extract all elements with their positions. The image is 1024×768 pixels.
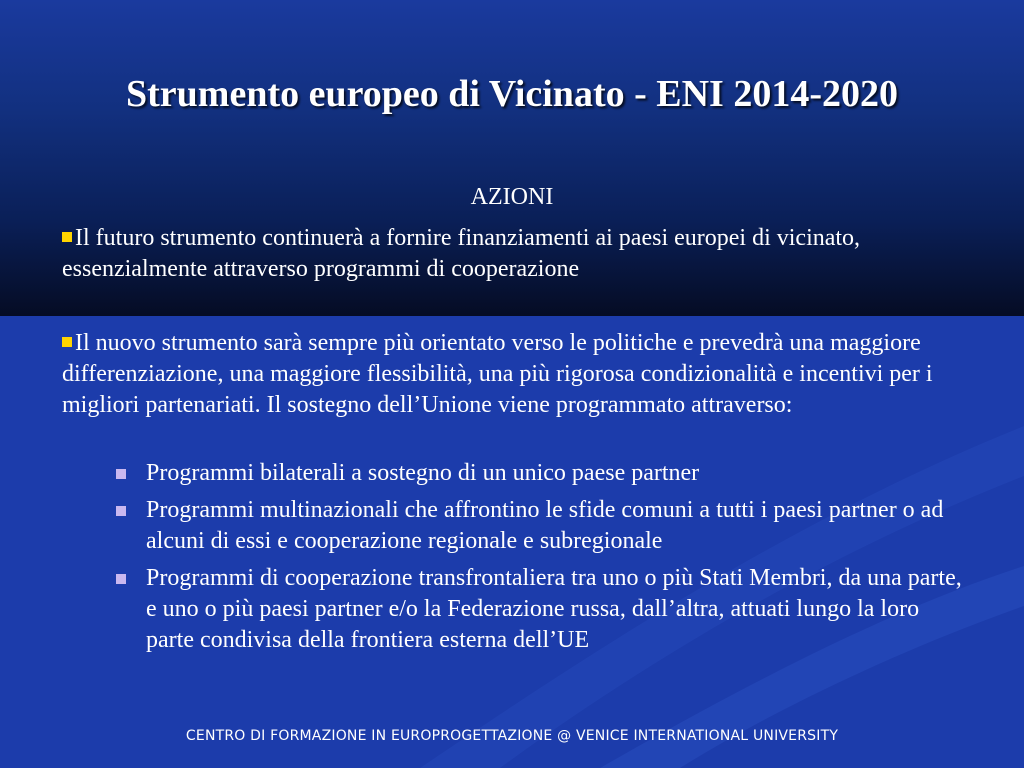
list-item-text: Programmi multinazionali che affrontino le sfide comuni a tutti i paesi partner o ad alcuni di essi e cooperazione regionale e subregionale (146, 497, 944, 554)
paragraph-1-text: Il futuro strumento continuerà a fornire finanziamenti ai paesi europei di vicinato, essenzialmente attraverso programmi di cooperazione (62, 225, 861, 282)
list-item (110, 563, 970, 656)
square-bullet-icon (62, 232, 72, 242)
square-bullet-icon (62, 337, 72, 347)
square-bullet-icon (116, 574, 126, 584)
list-item-text: Programmi di cooperazione transfrontaliera tra uno o più Stati Membri, da una parte, e uno o più paesi partner e/o la Federazione russa, dall’altra, attuati lungo la loro parte condivisa della frontiera esterna dell’UE (146, 565, 962, 653)
section-heading: AZIONI (470, 184, 554, 210)
paragraph-2 (62, 328, 962, 421)
list-item (110, 495, 970, 557)
paragraph-2-text: Il nuovo strumento sarà sempre più orientato verso le politiche e prevedrà una maggiore differenziazione, una maggiore flessibilità, una più rigorosa condizionalità e incentivi per i migliori partenariati. Il sostegno dell’Unione viene programmato attraverso: (62, 330, 933, 418)
square-bullet-icon (116, 469, 126, 479)
paragraph-1 (62, 223, 962, 285)
slide-footer: CENTRO DI FORMAZIONE IN EUROPROGETTAZIONE @ VENICE INTERNATIONAL UNIVERSITY (185, 728, 839, 744)
list-item-text: Programmi bilaterali a sostegno di un unico paese partner (146, 460, 700, 486)
square-bullet-icon (116, 506, 126, 516)
sub-bullet-list (110, 458, 970, 662)
slide-title: Strumento europeo di Vicinato - ENI 2014-2020 (126, 73, 898, 115)
list-item (110, 458, 970, 489)
